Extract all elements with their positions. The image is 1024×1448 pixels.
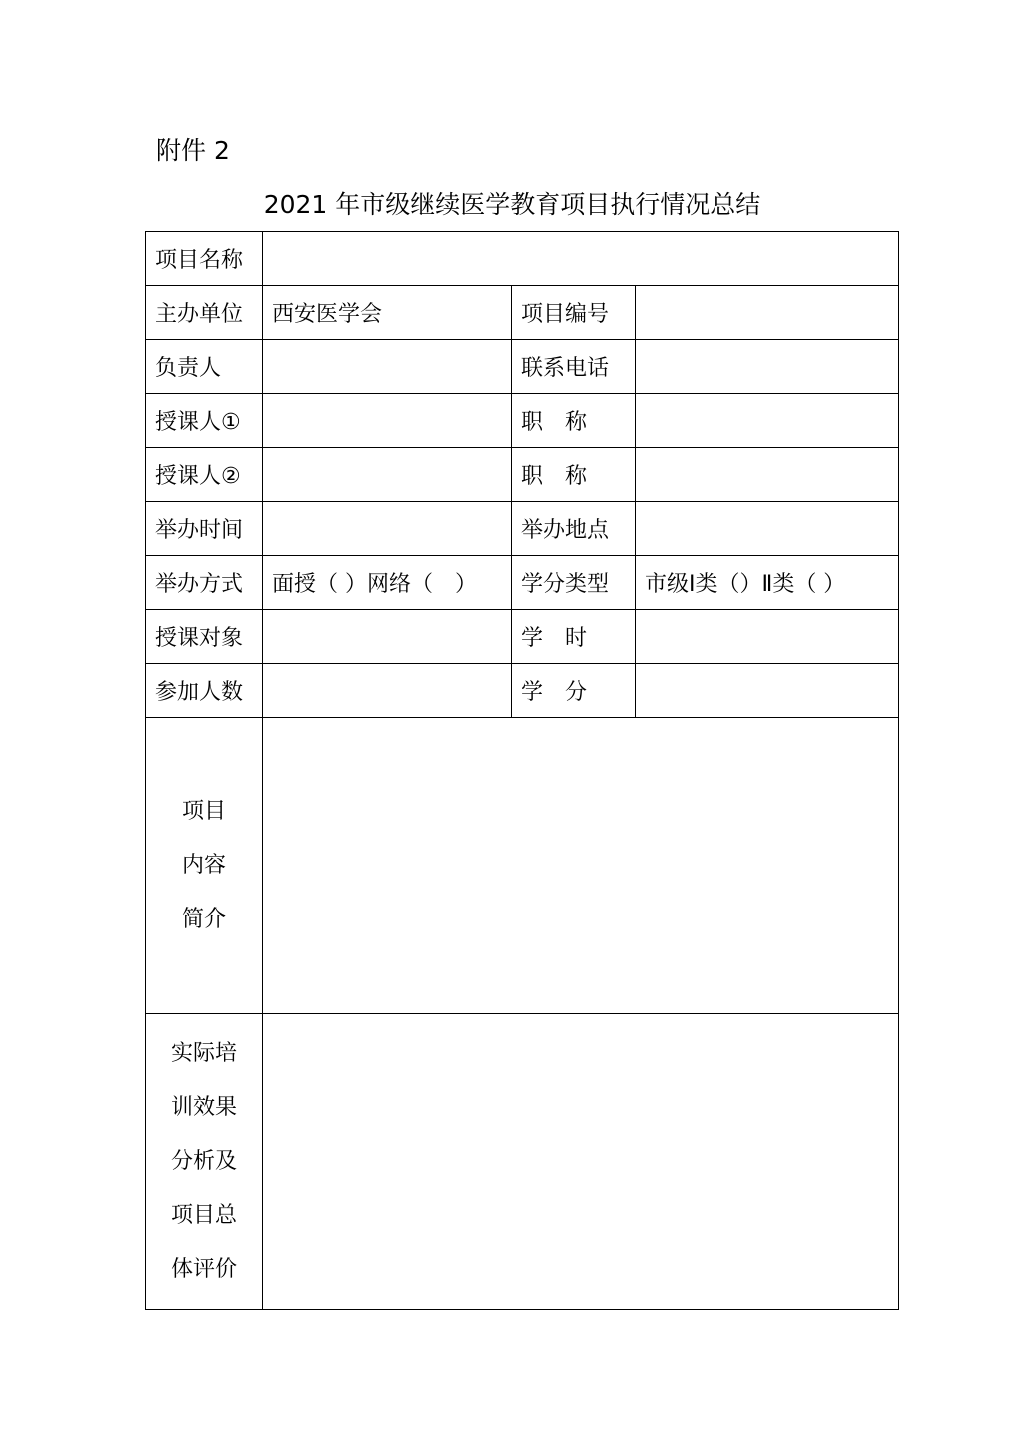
attachment-label: 附件 2 — [156, 136, 230, 165]
project-name-field[interactable] — [263, 232, 899, 286]
time-label: 举办时间 — [146, 502, 263, 556]
evaluation-label-line: 训效果 — [170, 1094, 237, 1120]
row-leader — [146, 340, 899, 394]
participants-label: 参加人数 — [146, 664, 263, 718]
participants-field[interactable] — [263, 664, 512, 718]
content-field[interactable] — [263, 718, 899, 1014]
leader-label: 负责人 — [146, 340, 263, 394]
project-no-label: 项目编号 — [512, 286, 636, 340]
time-field[interactable] — [263, 502, 512, 556]
title2-field[interactable] — [636, 448, 899, 502]
row-mode — [146, 556, 899, 610]
lecturer2-label: 授课人② — [146, 448, 263, 502]
credits-label: 学 分 — [512, 664, 636, 718]
lecturer1-label: 授课人① — [146, 394, 263, 448]
row-time — [146, 502, 899, 556]
lecturer2-field[interactable] — [263, 448, 512, 502]
credits-field[interactable] — [636, 664, 899, 718]
summary-form-table — [145, 231, 899, 1310]
content-label — [146, 718, 263, 1014]
evaluation-field[interactable] — [263, 1014, 899, 1310]
evaluation-label-line: 体评价 — [170, 1256, 237, 1282]
row-content — [146, 718, 899, 1014]
row-lecturer-1 — [146, 394, 899, 448]
location-field[interactable] — [636, 502, 899, 556]
mode-label: 举办方式 — [146, 556, 263, 610]
row-lecturer-2 — [146, 448, 899, 502]
location-label: 举办地点 — [512, 502, 636, 556]
host-unit-field[interactable]: 西安医学会 — [263, 286, 512, 340]
row-project-name — [146, 232, 899, 286]
evaluation-label-line: 分析及 — [170, 1148, 237, 1174]
audience-label: 授课对象 — [146, 610, 263, 664]
credit-type-label: 学分类型 — [512, 556, 636, 610]
title1-field[interactable] — [636, 394, 899, 448]
row-evaluation — [146, 1014, 899, 1310]
credit-type-field[interactable]: 市级Ⅰ类（）Ⅱ类（ ） — [636, 556, 899, 610]
hours-field[interactable] — [636, 610, 899, 664]
row-host-unit — [146, 286, 899, 340]
evaluation-label-line: 实际培 — [170, 1040, 237, 1066]
project-name-label: 项目名称 — [146, 232, 263, 286]
title1-label: 职 称 — [512, 394, 636, 448]
row-participants — [146, 664, 899, 718]
content-label-line: 项目 — [181, 798, 226, 824]
content-label-line: 内容 — [181, 852, 226, 878]
content-label-line: 简介 — [181, 906, 226, 932]
lecturer1-field[interactable] — [263, 394, 512, 448]
row-audience — [146, 610, 899, 664]
audience-field[interactable] — [263, 610, 512, 664]
page-title: 2021 年市级继续医学教育项目执行情况总结 — [263, 190, 761, 219]
project-no-field[interactable] — [636, 286, 899, 340]
host-unit-label: 主办单位 — [146, 286, 263, 340]
leader-field[interactable] — [263, 340, 512, 394]
evaluation-label-line: 项目总 — [170, 1202, 237, 1228]
phone-label: 联系电话 — [512, 340, 636, 394]
mode-field[interactable]: 面授（ ）网络（ ） — [263, 556, 512, 610]
hours-label: 学 时 — [512, 610, 636, 664]
phone-field[interactable] — [636, 340, 899, 394]
title2-label: 职 称 — [512, 448, 636, 502]
evaluation-label — [146, 1014, 263, 1310]
